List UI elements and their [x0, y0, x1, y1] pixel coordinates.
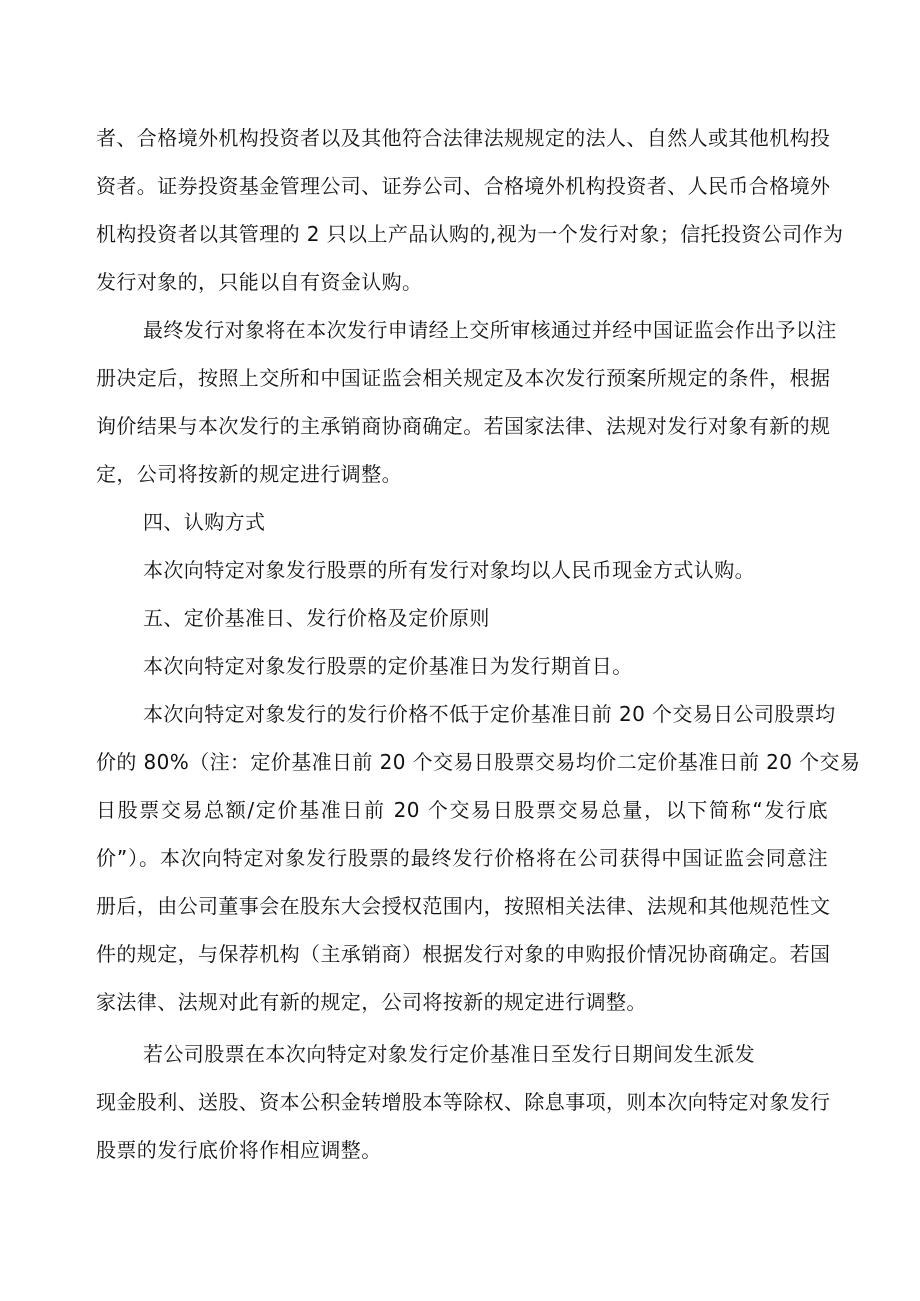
- paragraph-line: 家法律、法规对此有新的规定，公司将按新的规定进行调整。: [96, 990, 647, 1014]
- paragraph-line: 册决定后，按照上交所和中国证监会相关规定及本次发行预案所规定的条件，根据: [96, 366, 831, 390]
- paragraph-line: 本次向特定对象发行的发行价格不低于定价基准日前 20 个交易日公司股票均: [143, 702, 836, 726]
- paragraph-line: 股票的发行底价将作相应调整。: [96, 1138, 382, 1162]
- paragraph-line: 机构投资者以其管理的 2 只以上产品认购的,视为一个发行对象；信托投资公司作为: [96, 222, 844, 246]
- paragraph-line: 现金股利、送股、资本公积金转增股本等除权、除息事项，则本次向特定对象发行: [96, 1090, 831, 1114]
- paragraph-line: 价的 80%（注：定价基准日前 20 个交易日股票交易均价二定价基准日前 20 个交易: [96, 750, 861, 774]
- paragraph-line: 本次向特定对象发行股票的所有发行对象均以人民币现金方式认购。: [143, 558, 755, 582]
- paragraph-line: 发行对象的，只能以自有资金认购。: [96, 270, 423, 294]
- section-heading: 四、认购方式: [143, 510, 266, 534]
- paragraph-line: 册后，由公司董事会在股东大会授权范围内，按照相关法律、法规和其他规范性文: [96, 894, 831, 918]
- paragraph-line: 定，公司将按新的规定进行调整。: [96, 462, 402, 486]
- paragraph-line: 询价结果与本次发行的主承销商协商确定。若国家法律、法规对发行对象有新的规: [96, 414, 831, 438]
- paragraph-line: 最终发行对象将在本次发行申请经上交所审核通过并经中国证监会作出予以注: [143, 318, 837, 342]
- paragraph-line: 者、合格境外机构投资者以及其他符合法律法规规定的法人、自然人或其他机构投: [96, 126, 831, 150]
- paragraph-line: 资者。证券投资基金管理公司、证券公司、合格境外机构投资者、人民币合格境外: [96, 174, 831, 198]
- paragraph-line: 日股票交易总额/定价基准日前 20 个交易日股票交易总量，以下简称“发行底: [96, 798, 828, 822]
- section-heading: 五、定价基准日、发行价格及定价原则: [143, 606, 490, 630]
- paragraph-line: 件的规定，与保荐机构（主承销商）根据发行对象的申购报价情况协商确定。若国: [96, 942, 831, 966]
- paragraph-line: 本次向特定对象发行股票的定价基准日为发行期首日。: [143, 654, 633, 678]
- paragraph-line: 价”）。本次向特定对象发行股票的最终发行价格将在公司获得中国证监会同意注: [96, 846, 828, 870]
- paragraph-line: 若公司股票在本次向特定对象发行定价基准日至发行日期间发生派发: [143, 1042, 755, 1066]
